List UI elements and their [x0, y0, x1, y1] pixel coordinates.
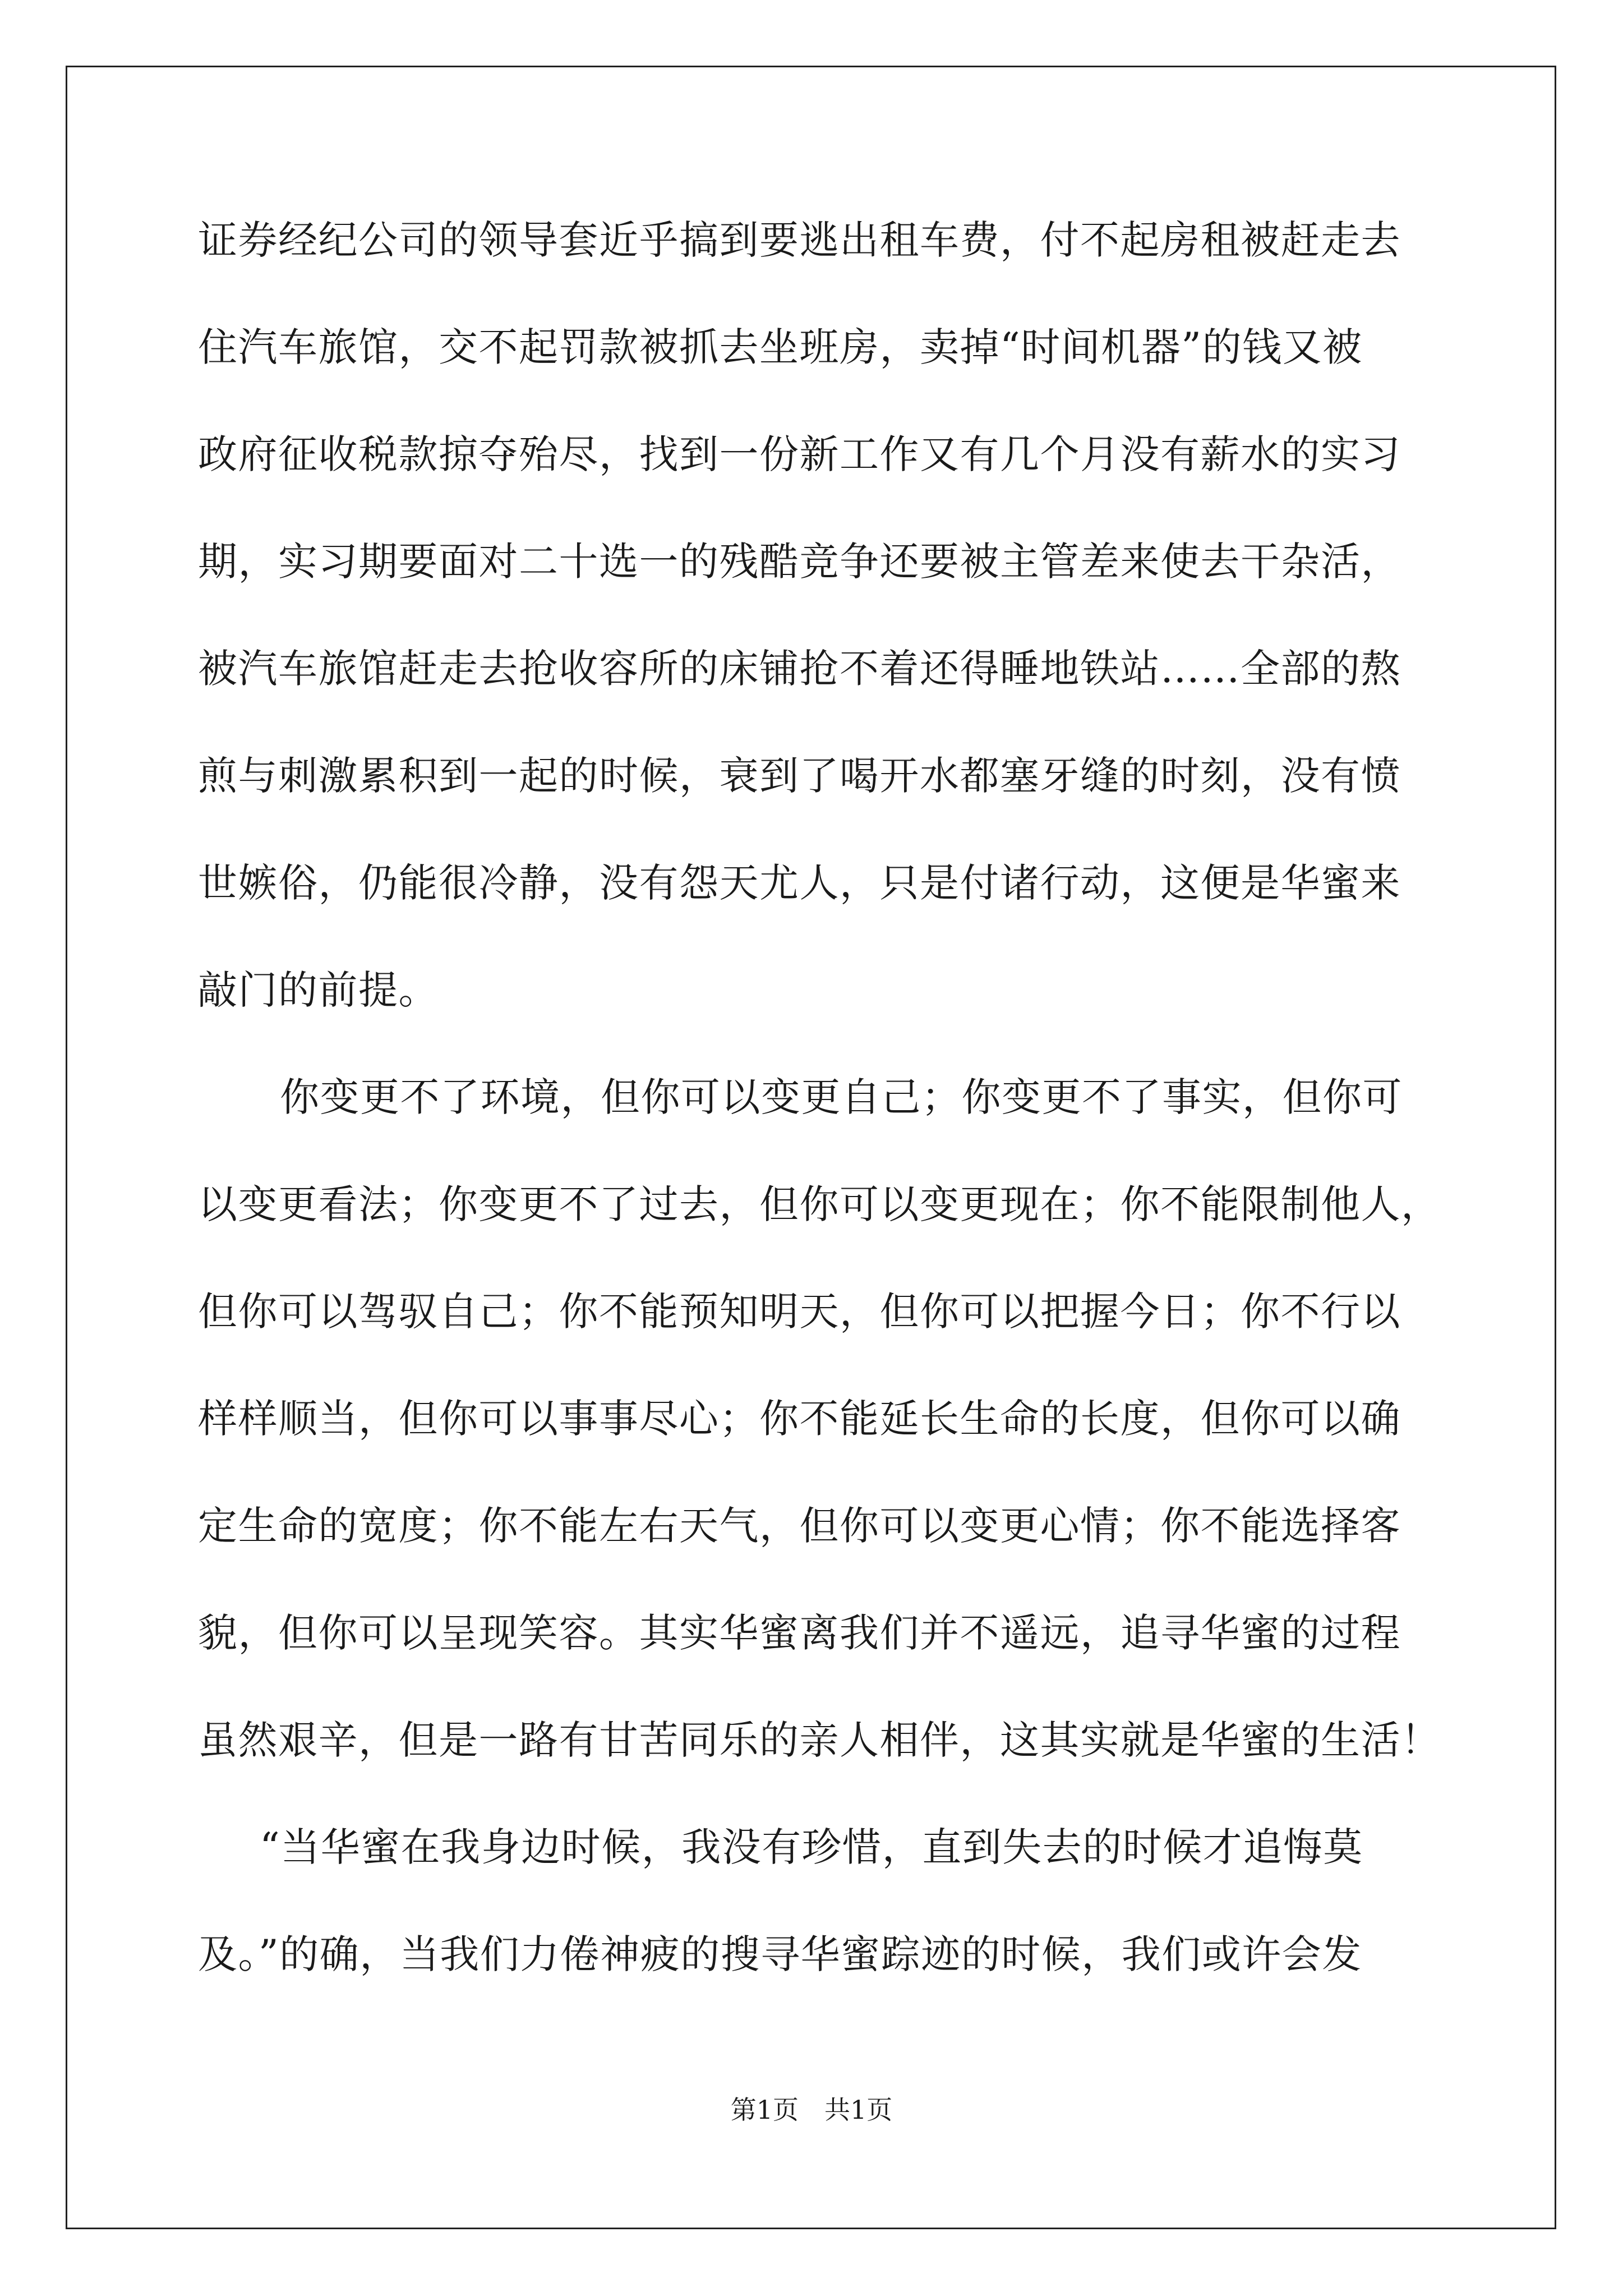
text-line: “当华蜜在我身边时候，我没有珍惜，直到失去的时候才追悔莫 — [260, 1824, 1363, 1870]
text-line: 世嫉俗，仍能很冷静，没有怨天尤人，只是付诸行动，这便是华蜜来 — [198, 860, 1401, 906]
text-line: 虽然艰辛，但是一路有甘苦同乐的亲人相伴，这其实就是华蜜的生活！ — [198, 1717, 1441, 1763]
text-line: 貌，但你可以呈现笑容。其实华蜜离我们并不遥远，追寻华蜜的过程 — [198, 1610, 1401, 1656]
text-line: 定生命的宽度；你不能左右天气，但你可以变更心情；你不能选择客 — [198, 1503, 1401, 1549]
text-line: 住汽车旅馆，交不起罚款被抓去坐班房，卖掉“时间机器”的钱又被 — [198, 324, 1363, 370]
paragraph-2 — [198, 1066, 1441, 1816]
text-line: 但你可以驾驭自己；你不能预知明天，但你可以把握今日；你不行以 — [198, 1289, 1401, 1335]
document-body — [198, 209, 1441, 2031]
text-line: 期，实习期要面对二十选一的残酷竞争还要被主管差来使去干杂活， — [198, 539, 1401, 585]
text-line: 以变更看法；你变更不了过去，但你可以变更现在；你不能限制他人， — [198, 1181, 1441, 1227]
text-line: 证券经纪公司的领导套近乎搞到要逃出租车费，付不起房租被赶走去 — [198, 217, 1401, 263]
paragraph-1 — [198, 209, 1429, 1066]
text-line: 煎与刺激累积到一起的时候，衰到了喝开水都塞牙缝的时刻，没有愤 — [198, 753, 1401, 799]
text-line: 政府征收税款掠夺殆尽，找到一份新工作又有几个月没有薪水的实习 — [198, 431, 1401, 477]
text-line: 敲门的前提。 — [198, 967, 439, 1013]
text-line: 你变更不了环境，但你可以变更自己；你变更不了事实，但你可 — [280, 1074, 1403, 1120]
text-line: 被汽车旅馆赶走去抢收容所的床铺抢不着还得睡地铁站……全部的熬 — [198, 646, 1401, 692]
text-line: 样样顺当，但你可以事事尽心；你不能延长生命的长度，但你可以确 — [198, 1396, 1401, 1442]
text-line: 及。”的确，当我们力倦神疲的搜寻华蜜踪迹的时候，我们或许会发 — [198, 1931, 1362, 1977]
paragraph-3 — [198, 1816, 1429, 2031]
page-number-footer: 第1页 共1页 — [730, 2095, 893, 2125]
